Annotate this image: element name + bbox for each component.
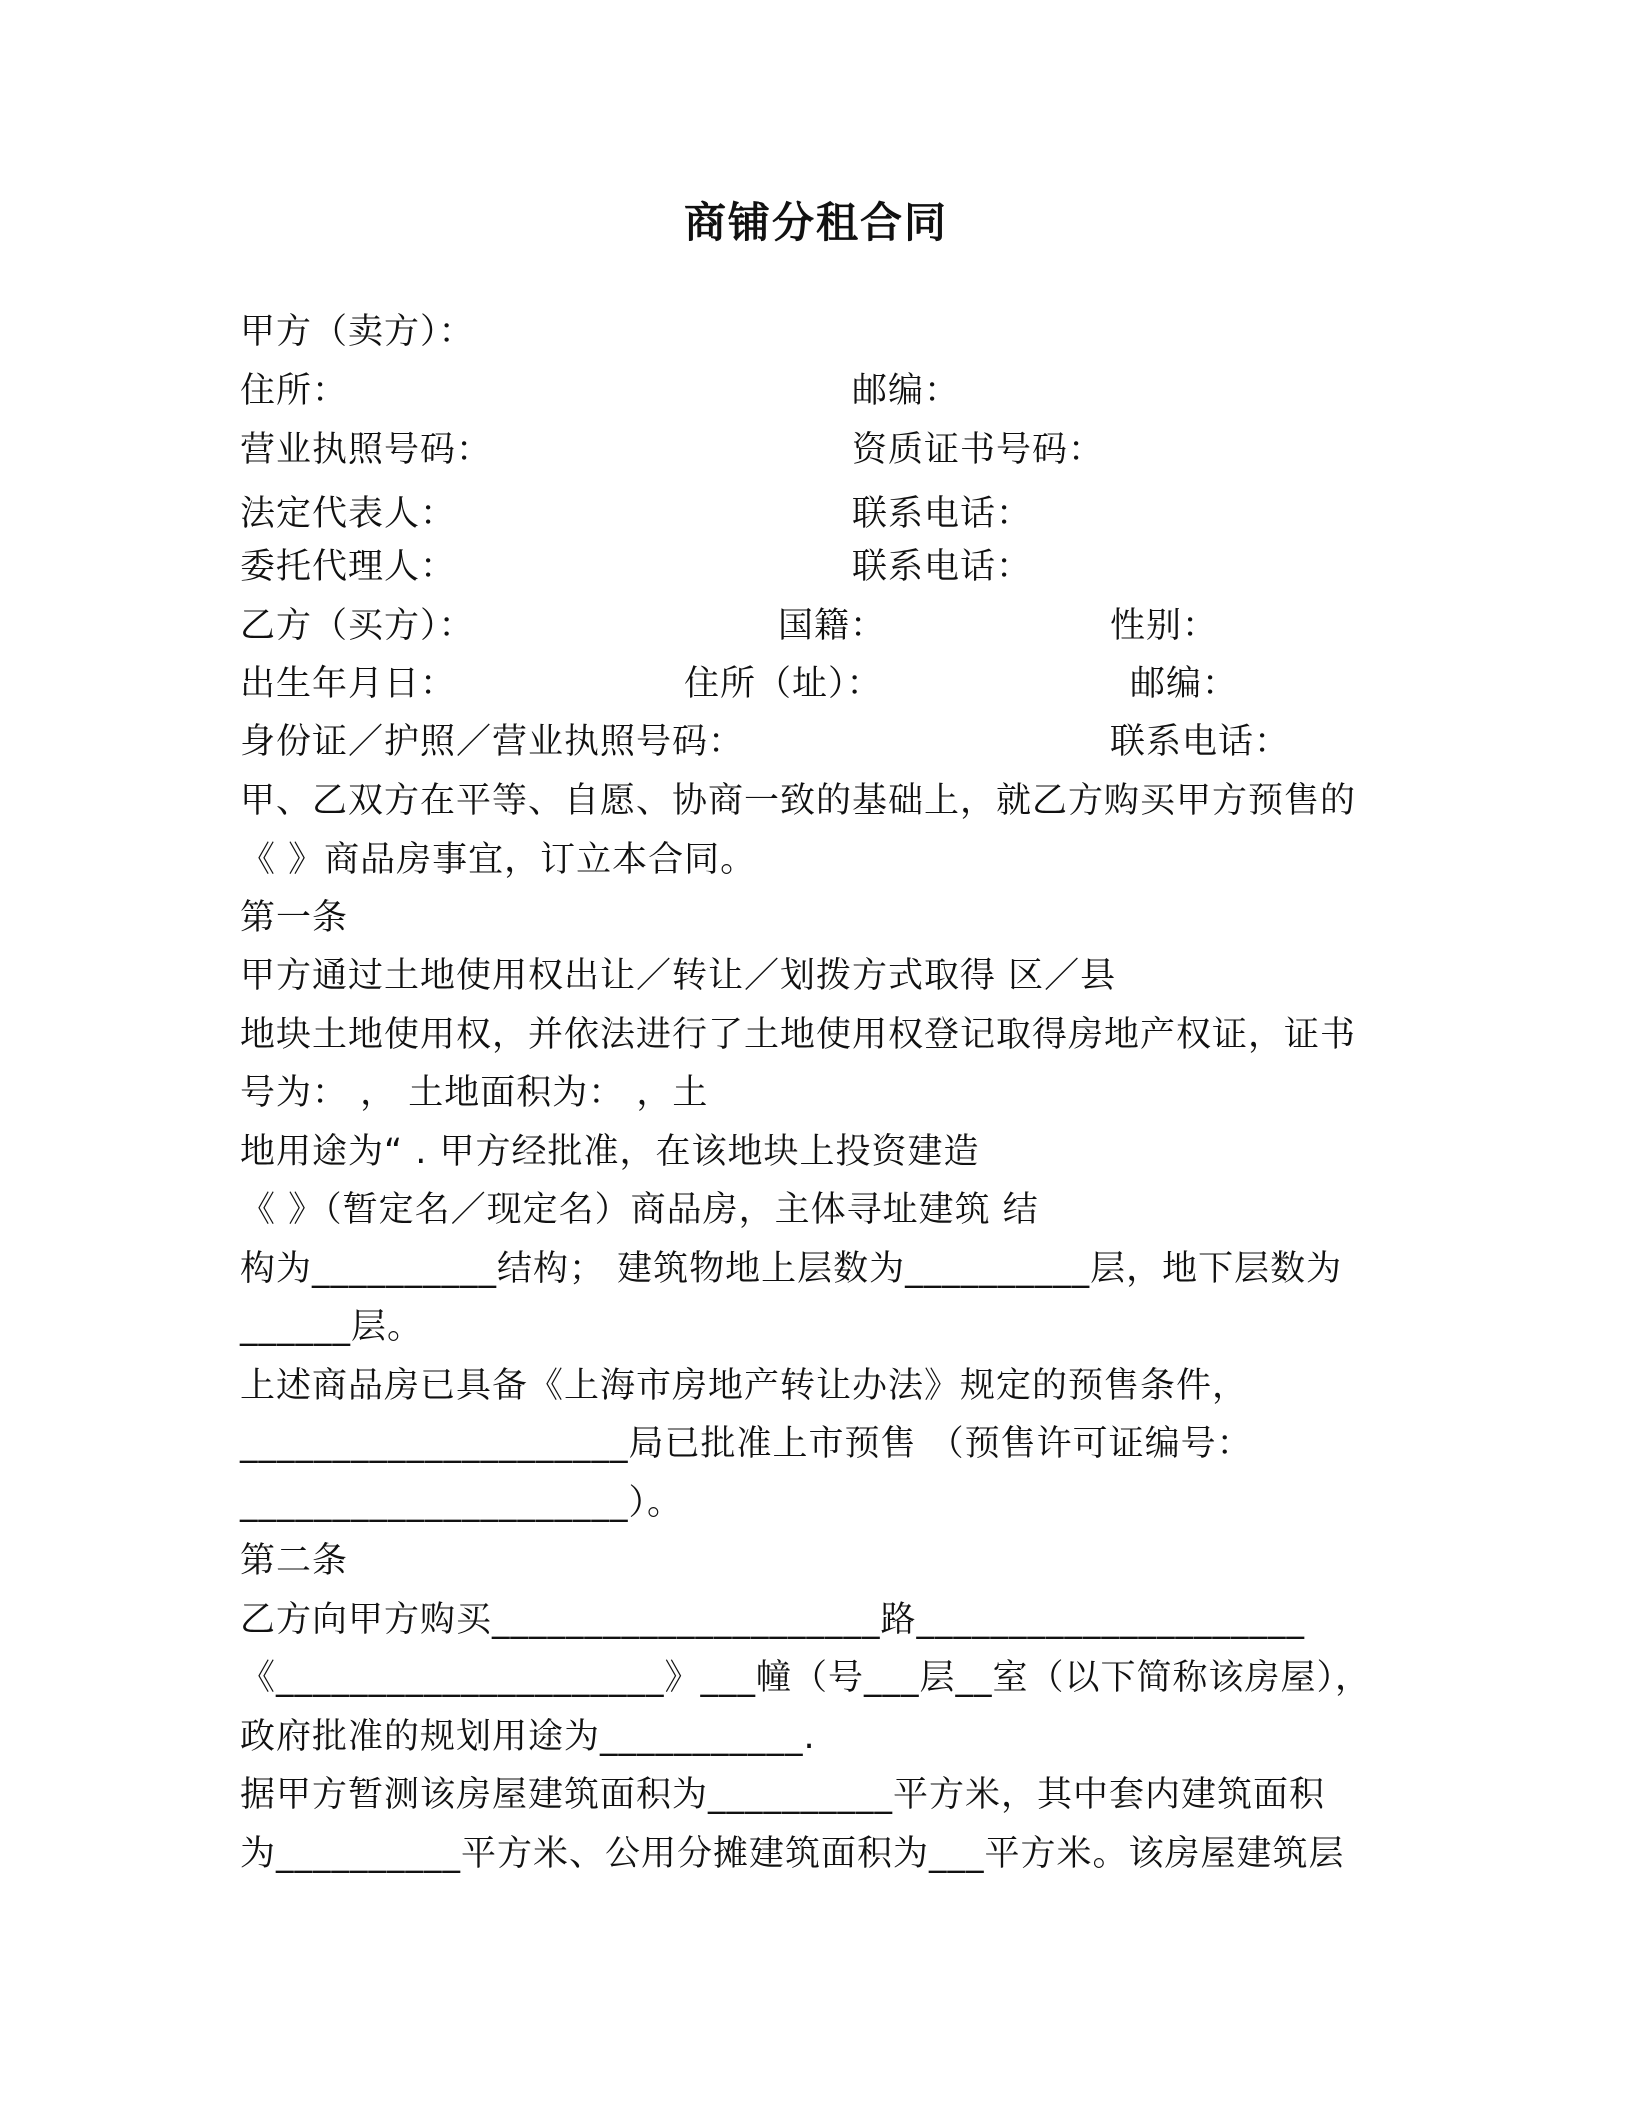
legal-rep-label: 法定代表人： <box>240 494 457 534</box>
agent-phone-label: 联系电话： <box>852 547 1033 587</box>
party-a-postcode-label: 邮编： <box>852 371 961 411</box>
legal-rep-phone-label: 联系电话： <box>852 494 1033 534</box>
article-2-line-4: 据甲方暂测该房屋建筑面积为__________平方米，其中套内建筑面积 <box>240 1775 1326 1815</box>
preamble-line-1: 甲、乙双方在平等、自愿、协商一致的基础上，就乙方购买甲方预售的 <box>240 781 1357 821</box>
preamble-line-2: 《 》商品房事宜，订立本合同。 <box>240 840 757 880</box>
article-1-line-4: 地用途为“ . 甲方经批准，在该地块上投资建造 <box>240 1132 980 1172</box>
article-1-heading: 第一条 <box>240 898 349 938</box>
article-2-line-2: 《_____________________》___幢（号___层__室（以下简称该房屋）， <box>240 1658 1372 1698</box>
article-1-line-9: _____________________局已批准上市预售 （预售许可证编号： <box>240 1424 1253 1464</box>
article-1-line-2: 地块土地使用权，并依法进行了土地使用权登记取得房地产权证，证书 <box>240 1015 1357 1055</box>
article-1-line-7: ______层。 <box>240 1307 424 1347</box>
business-license-label: 营业执照号码： <box>240 430 493 470</box>
qualification-cert-label: 资质证书号码： <box>852 430 1105 470</box>
birthdate-label: 出生年月日： <box>240 664 457 704</box>
party-a-address-label: 住所： <box>240 371 349 411</box>
article-2-heading: 第二条 <box>240 1541 349 1581</box>
party-b-address-label: 住所（址）： <box>684 664 883 704</box>
article-2-line-1: 乙方向甲方购买_____________________路_____________________ <box>240 1600 1306 1640</box>
article-1-line-8: 上述商品房已具备《上海市房地产转让办法》规定的预售条件， <box>240 1366 1249 1406</box>
nationality-label: 国籍： <box>778 606 887 646</box>
article-2-line-3: 政府批准的规划用途为___________. <box>240 1717 816 1757</box>
article-1-line-1: 甲方通过土地使用权出让／转让／划拨方式取得 区／县 <box>240 956 1117 996</box>
gender-label: 性别： <box>1110 606 1219 646</box>
page-title: 商铺分租合同 <box>683 198 948 247</box>
party-b-postcode-label: 邮编： <box>1130 664 1239 704</box>
party-b-phone-label: 联系电话： <box>1110 722 1291 762</box>
article-1-line-5: 《 》（暂定名／现定名）商品房，主体寻址建筑 结 <box>240 1190 1039 1230</box>
id-number-label: 身份证／护照／营业执照号码： <box>240 722 745 762</box>
article-2-line-5: 为__________平方米、公用分摊建筑面积为___平方米。该房屋建筑层 <box>240 1834 1345 1874</box>
agent-label: 委托代理人： <box>240 547 457 587</box>
party-a-label: 甲方（卖方）： <box>240 312 475 352</box>
party-b-label: 乙方（买方）： <box>240 606 475 646</box>
article-1-line-6: 构为__________结构； 建筑物地上层数为__________层，地下层数为 <box>240 1249 1343 1289</box>
article-1-line-3: 号为： ， 土地面积为： ，土 <box>240 1073 709 1113</box>
article-1-line-10: _____________________）。 <box>240 1483 684 1523</box>
